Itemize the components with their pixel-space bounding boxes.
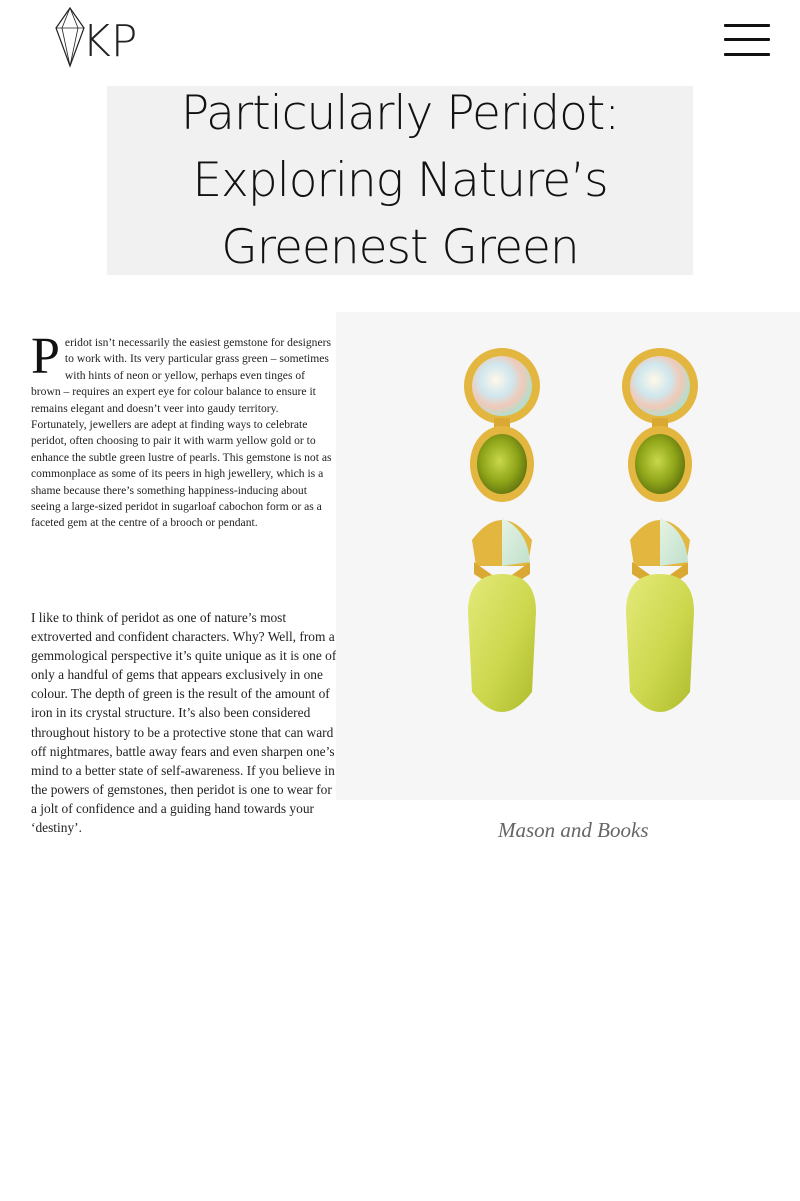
article-intro	[31, 328, 333, 532]
logo-text: KP	[82, 16, 138, 67]
body-paragraph: I like to think of peridot as one of nature’s most extroverted and confident characters. Why? Well, from a gemmological perspective it’s quite unique as it is one of only a handful of gems that appears exclusively in one colour. The depth of green is the result of the amount of iron in its crystal structure. It’s also been considered throughout history to be a protective stone that can ward off nightmares, battle away fears and even sharpen one’s mind to a better state of self-awareness. If you believe in the powers of gemstones, then peridot is one to wear for a jolt of confidence and a guiding hand towards your ‘destiny’.	[31, 610, 337, 836]
menu-line	[724, 53, 770, 56]
kp-diamond-logo-icon	[52, 4, 146, 70]
menu-line	[724, 24, 770, 27]
intro-paragraph	[31, 328, 333, 532]
hamburger-menu-icon[interactable]	[724, 22, 772, 60]
image-caption: Mason and Books	[498, 818, 649, 842]
earrings-photo	[336, 312, 800, 800]
earring-left	[464, 348, 540, 712]
site-logo[interactable]	[52, 4, 146, 70]
article-title: Particularly Peridot: Exploring Nature’s Greenest Green	[180, 86, 620, 275]
peridot-earrings-image	[336, 312, 800, 800]
title-banner	[107, 86, 693, 275]
intro-paragraph-text: eridot isn’t necessarily the easiest gemstone for designers to work with. Its very particular grass green – sometimes with hints of neon or yellow, perhaps even tinges of brown – requires an expert eye for colour balance to ensure it remains elegant and doesn’t veer into gaudy territory. Fortunately, jewellers are adept at finding ways to celebrate peridot, often choosing to pair it with warm yellow gold or to enhance the subtle green lustre of pearls. This gemstone is not as commonplace as some of its peers in high jewellery, which is a shame because there’s something happiness-inducing about seeing a large-sized peridot in sugarloaf cabochon form or as a faceted gem at the centre of a brooch or pendant.	[31, 336, 332, 530]
earring-right	[622, 348, 698, 712]
drop-cap: P	[31, 328, 60, 385]
menu-line	[724, 38, 770, 41]
